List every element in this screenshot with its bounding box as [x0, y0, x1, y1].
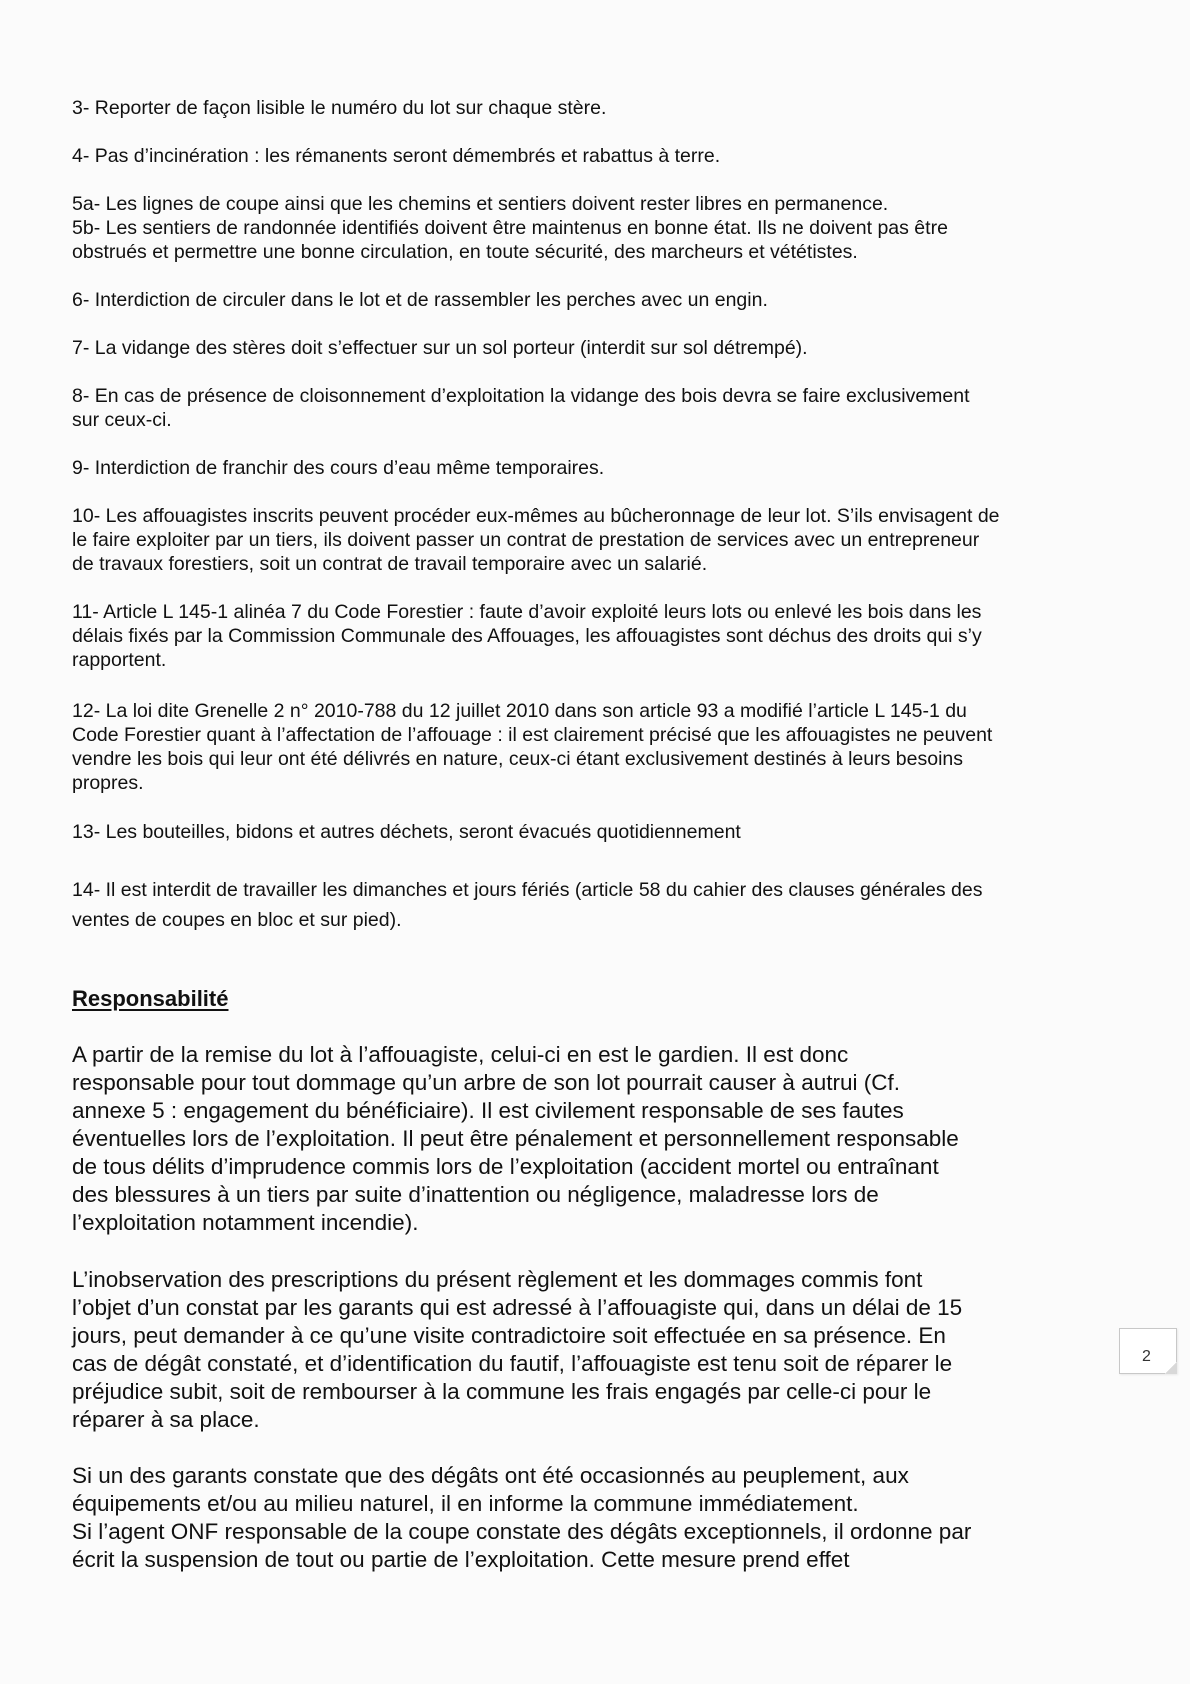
rule-9: 9- Interdiction de franchir des cours d’eau même temporaires.: [72, 457, 605, 479]
page-number: 2: [1142, 1348, 1151, 1365]
rule-13: 13- Les bouteilles, bidons et autres déchets, seront évacués quotidiennement: [72, 821, 741, 843]
paragraph-responsibility-1: A partir de la remise du lot à l’affouagiste, celui-ci en est le gardien. Il est donc responsable pour tout dommage qu’un arbre de son lot pourrait causer à autrui (Cf. annexe 5 : engagement du bénéficiaire). Il est civilement responsable de ses fautes éventuelles lors de l’exploitation. Il peut être pénalement et personnellement responsable de tous délits d’imprudence commis lors de l’exploitation (accident mortel ou entraînant des blessures à un tiers par suite d’inattention ou négligence, maladresse lors de l’exploitation notamment incendie).: [72, 1042, 959, 1235]
rule-3: 3- Reporter de façon lisible le numéro du lot sur chaque stère.: [72, 97, 607, 119]
rule-14: 14- Il est interdit de travailler les dimanches et jours fériés (article 58 du cahier des clauses générales des ventes de coupes en bloc et sur pied).: [72, 879, 983, 931]
rule-10: 10- Les affouagistes inscrits peuvent procéder eux-mêmes au bûcheronnage de leur lot. S’ils envisagent de le faire exploiter par un tiers, ils doivent passer un contrat de prestation de services avec un entrepreneur de travaux forestiers, soit un contrat de travail temporaire avec un salarié.: [72, 505, 1000, 575]
rule-11: 11- Article L 145-1 alinéa 7 du Code Forestier : faute d’avoir exploité leurs lots ou enlevé les bois dans les délais fixés par la Commission Communale des Affouages, les affouagistes sont déchus des droits qui s’y rapportent.: [72, 601, 982, 671]
rule-5: 5a- Les lignes de coupe ainsi que les chemins et sentiers doivent rester libres en permanence. 5b- Les sentiers de randonnée identifiés doivent être maintenus en bonne état. Ils ne doivent pas être obstrués et permettre une bonne circulation, en toute sécurité, des marcheurs et vététistes.: [72, 193, 948, 263]
page-number-tab: [1119, 1328, 1177, 1374]
rule-8: 8- En cas de présence de cloisonnement d’exploitation la vidange des bois devra se faire exclusivement sur ceux-ci.: [72, 385, 970, 431]
section-heading: Responsabilité: [72, 986, 229, 1011]
rule-7: 7- La vidange des stères doit s’effectuer sur un sol porteur (interdit sur sol détrempé).: [72, 337, 808, 359]
rule-6: 6- Interdiction de circuler dans le lot et de rassembler les perches avec un engin.: [72, 289, 768, 311]
paragraph-responsibility-3: Si un des garants constate que des dégâts ont été occasionnés au peuplement, aux équipements et/ou au milieu naturel, il en informe la commune immédiatement. Si l’agent ONF responsable de la coupe constate des dégâts exceptionnels, il ordonne par écrit la suspension de tout ou partie de l’exploitation. Cette mesure prend effet: [72, 1463, 972, 1572]
paragraph-responsibility-2: L’inobservation des prescriptions du présent règlement et les dommages commis font l’objet d’un constat par les garants qui est adressé à l’affouagiste qui, dans un délai de 15 jours, peut demander à ce qu’une visite contradictoire soit effectuée en sa présence. En cas de dégât constaté, et d’identification du fautif, l’affouagiste est tenu soit de réparer le préjudice subit, soit de rembourser à la commune les frais engagés par celle-ci pour le réparer à sa place.: [72, 1267, 963, 1432]
rule-12: 12- La loi dite Grenelle 2 n° 2010-788 du 12 juillet 2010 dans son article 93 a modifié l’article L 145-1 du Code Forestier quant à l’affectation de l’affouage : il est clairement précisé que les affouagistes ne peuvent vendre les bois qui leur ont été délivrés en nature, ceux-ci étant exclusivement destinés à leurs besoins propres.: [72, 700, 993, 794]
rule-4: 4- Pas d’incinération : les rémanents seront démembrés et rabattus à terre.: [72, 145, 721, 167]
